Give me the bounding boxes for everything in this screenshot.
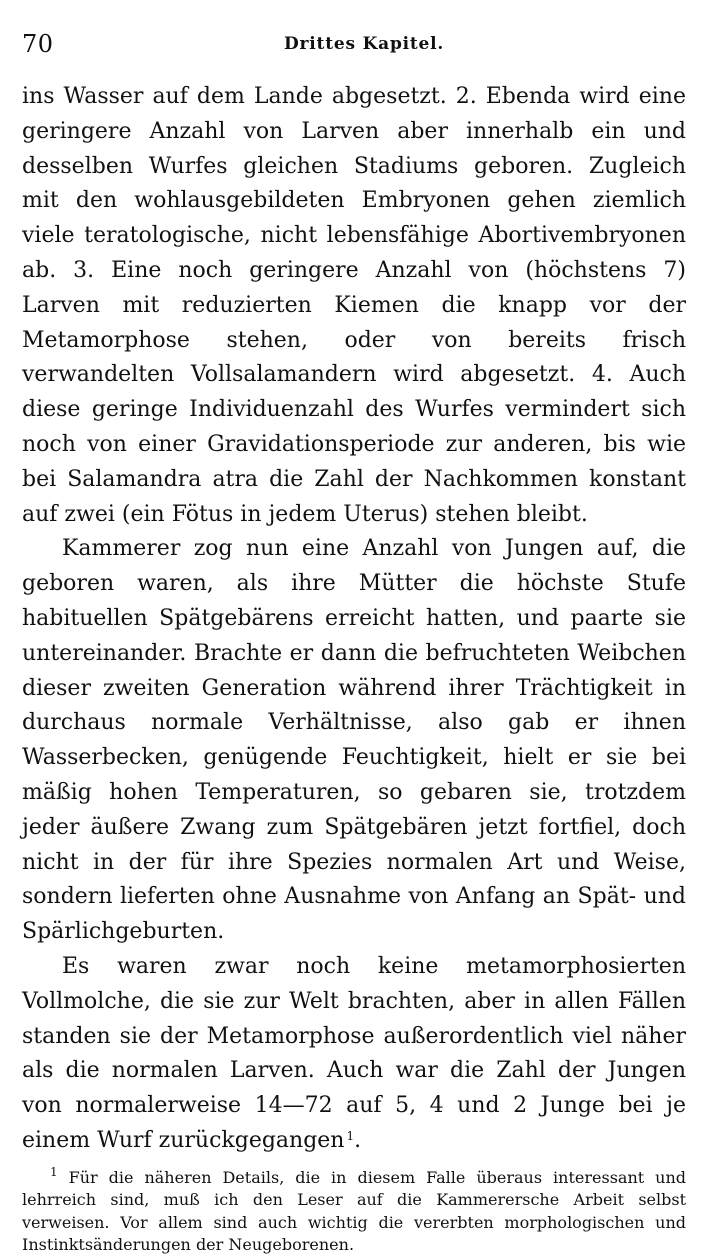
page-header [22, 30, 683, 64]
footnote-text: Für die näheren Details, die in diesem Falle überaus interessant und lehrreich sind, muß ich den Leser auf die Kammerersche Arbeit selbst verweisen. Vor allem sind auch wichtig die vererbten morphologischen und Instinktsänderungen der Neugeborenen. [22, 1167, 686, 1255]
footnote-reference[interactable]: 1 [346, 1128, 355, 1143]
paragraph-2 [22, 532, 686, 950]
running-head: Drittes Kapitel. [284, 34, 445, 54]
footnote-mark: 1 [50, 1164, 58, 1179]
paragraph-2-text: Kammerer zog nun eine Anzahl von Jungen auf, die geboren waren, als ihre Mütter die höchste Stufe habituellen Spätgebärens erreicht hatten, und paarte sie untereinander. Brachte er dann die befruchteten Weibchen dieser zweiten Generation während ihrer Trächtigkeit in durchaus normale Verhältnisse, also gab er ihnen Wasserbecken, genügende Feuchtigkeit, hielt er sie bei mäßig hohen Temperaturen, so gebaren sie, trotzdem jeder äußere Zwang zum Spätgebären jetzt fortfiel, doch nicht in der für ihre Spezies normalen Art und Weise, sondern lieferten ohne Ausnahme von Anfang an Spät- und Spärlichgeburten. [22, 536, 686, 945]
paragraph-1-text: ins Wasser auf dem Lande abgesetzt. 2. Ebenda wird eine geringere Anzahl von Larven aber innerhalb ein und desselben Wurfes gleichen Stadiums geboren. Zugleich mit den wohlausgebildeten Embryonen gehen ziemlich viele teratologische, nicht lebensfähige Abortivembryonen ab. 3. Eine noch geringere Anzahl von (höchstens 7) Larven mit reduzierten Kiemen die knapp vor der Metamorphose stehen, oder von bereits frisch verwandelten Vollsalamandern wird abgesetzt. 4. Auch diese geringe Individuenzahl des Wurfes vermindert sich noch von einer Gravidationsperiode zur anderen, bis wie bei Salamandra atra die Zahl der Nachkommen konstant auf zwei (ein Fötus in jedem Uterus) stehen bleibt. [22, 84, 686, 527]
paragraph-3-text: Es waren zwar noch keine metamorphosierten Vollmolche, die sie zur Welt brachten, aber in allen Fällen standen sie der Metamorphose außerordentlich viel näher als die normalen Larven. Auch war die Zahl der Jungen von normalerweise 14—72 auf 5, 4 und 2 Junge bei je einem Wurf zurückgegangen [22, 953, 686, 1153]
footnote [22, 1164, 686, 1257]
paragraph-3-tail: . [354, 1127, 362, 1153]
paragraph-3 [22, 950, 686, 1159]
paragraph-1 [22, 80, 686, 532]
body-text [22, 80, 686, 1257]
page-number: 70 [22, 30, 54, 58]
